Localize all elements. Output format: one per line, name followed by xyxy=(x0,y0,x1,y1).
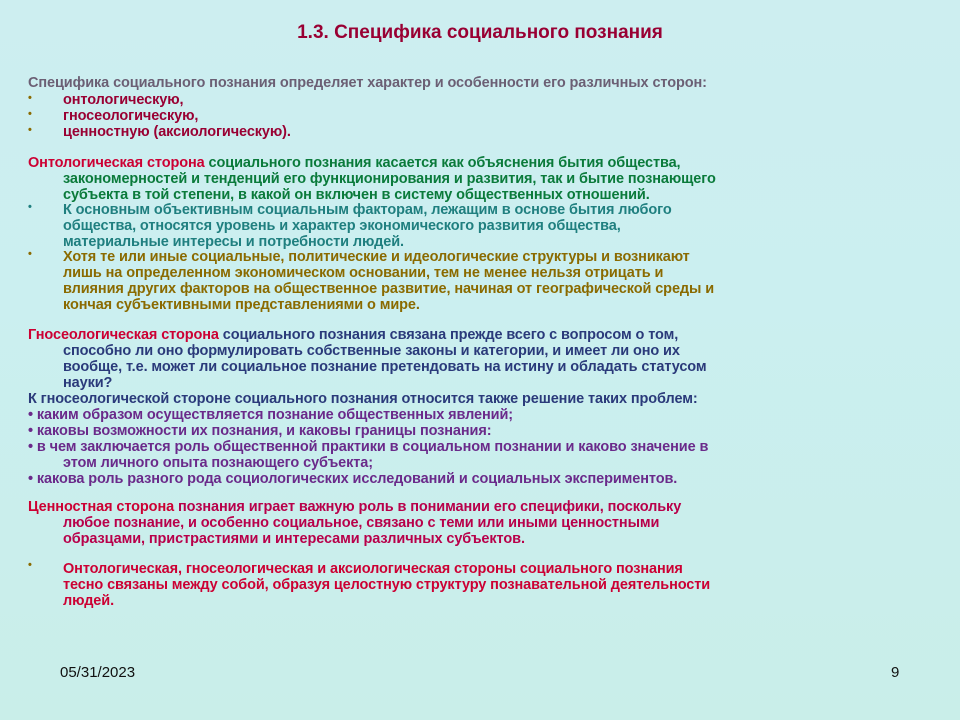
bullet-dot-icon: • xyxy=(28,124,32,136)
ontological-bullet1-line-3: материальные интересы и потребности людей. xyxy=(63,234,404,250)
gnoseological-problem-3: • в чем заключается роль общественной практики в социальном познании и каково значение в xyxy=(28,439,709,455)
footer-page-number: 9 xyxy=(891,664,900,681)
axiological-paragraph-line-2: любое познание, и особенно социальное, связано с теми или иными ценностными xyxy=(63,515,660,531)
ontological-paragraph-line-3: субъекта в той степени, в какой он включен в систему общественных отношений. xyxy=(63,187,650,203)
bullet-dot-icon: • xyxy=(28,108,32,120)
gnoseological-problem-4: • какова роль разного рода социологических исследований и социальных экспериментов. xyxy=(28,471,678,487)
bullet-dot-icon: • xyxy=(28,201,32,213)
bullet-dot-icon: • xyxy=(28,248,32,260)
conclusion-line-3: людей. xyxy=(63,593,115,609)
intro-line: Специфика социального познания определяет характер и особенности его различных сторон: xyxy=(28,75,707,91)
axiological-paragraph-line-1: Ценностная сторона познания играет важную роль в понимании его специфики, поскольку xyxy=(28,499,682,515)
ontological-bullet2-line-4: кончая субъективными представлениями о мире. xyxy=(63,297,420,313)
gnoseological-problem-2: • каковы возможности их познания, и каковы границы познания: xyxy=(28,423,492,439)
axiological-term: Ценностная сторона xyxy=(28,499,175,515)
ontological-bullet2-line-1: Хотя те или иные социальные, политические и идеологические структуры и возникают xyxy=(63,249,690,265)
bullet-dot-icon: • xyxy=(28,559,32,571)
axiological-paragraph-line-3: образцами, пристрастиями и интересами различных субъектов. xyxy=(63,531,525,547)
ontological-paragraph-line-1: Онтологическая сторона социального познания касается как объяснения бытия общества, xyxy=(28,155,681,171)
ontological-bullet2-line-3: влияния других факторов на общественное развитие, начиная от географической среды и xyxy=(63,281,715,297)
footer-date: 05/31/2023 xyxy=(60,664,136,681)
intro-item-ontological: онтологическую, xyxy=(63,92,184,108)
gnoseological-problem-1: • каким образом осуществляется познание общественных явлений; xyxy=(28,407,513,423)
gnoseological-paragraph-line-1: Гносеологическая сторона социального познания связана прежде всего с вопросом о том, xyxy=(28,327,679,343)
intro-item-axiological: ценностную (аксиологическую). xyxy=(63,124,291,140)
gnoseological-paragraph-line-4: науки? xyxy=(63,375,113,391)
gnoseological-term: Гносеологическая сторона xyxy=(28,327,219,343)
conclusion-line-2: тесно связаны между собой, образуя целостную структуру познавательной деятельности xyxy=(63,577,711,593)
ontological-paragraph-line-2: закономерностей и тенденций его функционирования и развития, так и бытие познающего xyxy=(63,171,716,187)
ontological-term: Онтологическая сторона xyxy=(28,155,205,171)
gnoseological-problems-intro: К гносеологической стороне социального познания относится также решение таких проблем: xyxy=(28,391,698,407)
bullet-dot-icon: • xyxy=(28,92,32,104)
gnoseological-problem-3-cont: этом личного опыта познающего субъекта; xyxy=(63,455,373,471)
gnoseological-paragraph-line-3: вообще, т.е. может ли социальное познание претендовать на истину и обладать статусом xyxy=(63,359,707,375)
ontological-bullet1-line-1: К основным объективным социальным факторам, лежащим в основе бытия любого xyxy=(63,202,672,218)
ontological-bullet2-line-2: лишь на определенном экономическом основании, тем не менее нельзя отрицать и xyxy=(63,265,664,281)
conclusion-line-1: Онтологическая, гносеологическая и аксиологическая стороны социального познания xyxy=(63,561,683,577)
slide-title: 1.3. Специфика социального познания xyxy=(297,22,663,43)
intro-item-gnoseological: гносеологическую, xyxy=(63,108,199,124)
ontological-bullet1-line-2: общества, относятся уровень и характер экономического развития общества, xyxy=(63,218,621,234)
gnoseological-paragraph-line-2: способно ли оно формулировать собственные законы и категории, и имеет ли оно их xyxy=(63,343,680,359)
